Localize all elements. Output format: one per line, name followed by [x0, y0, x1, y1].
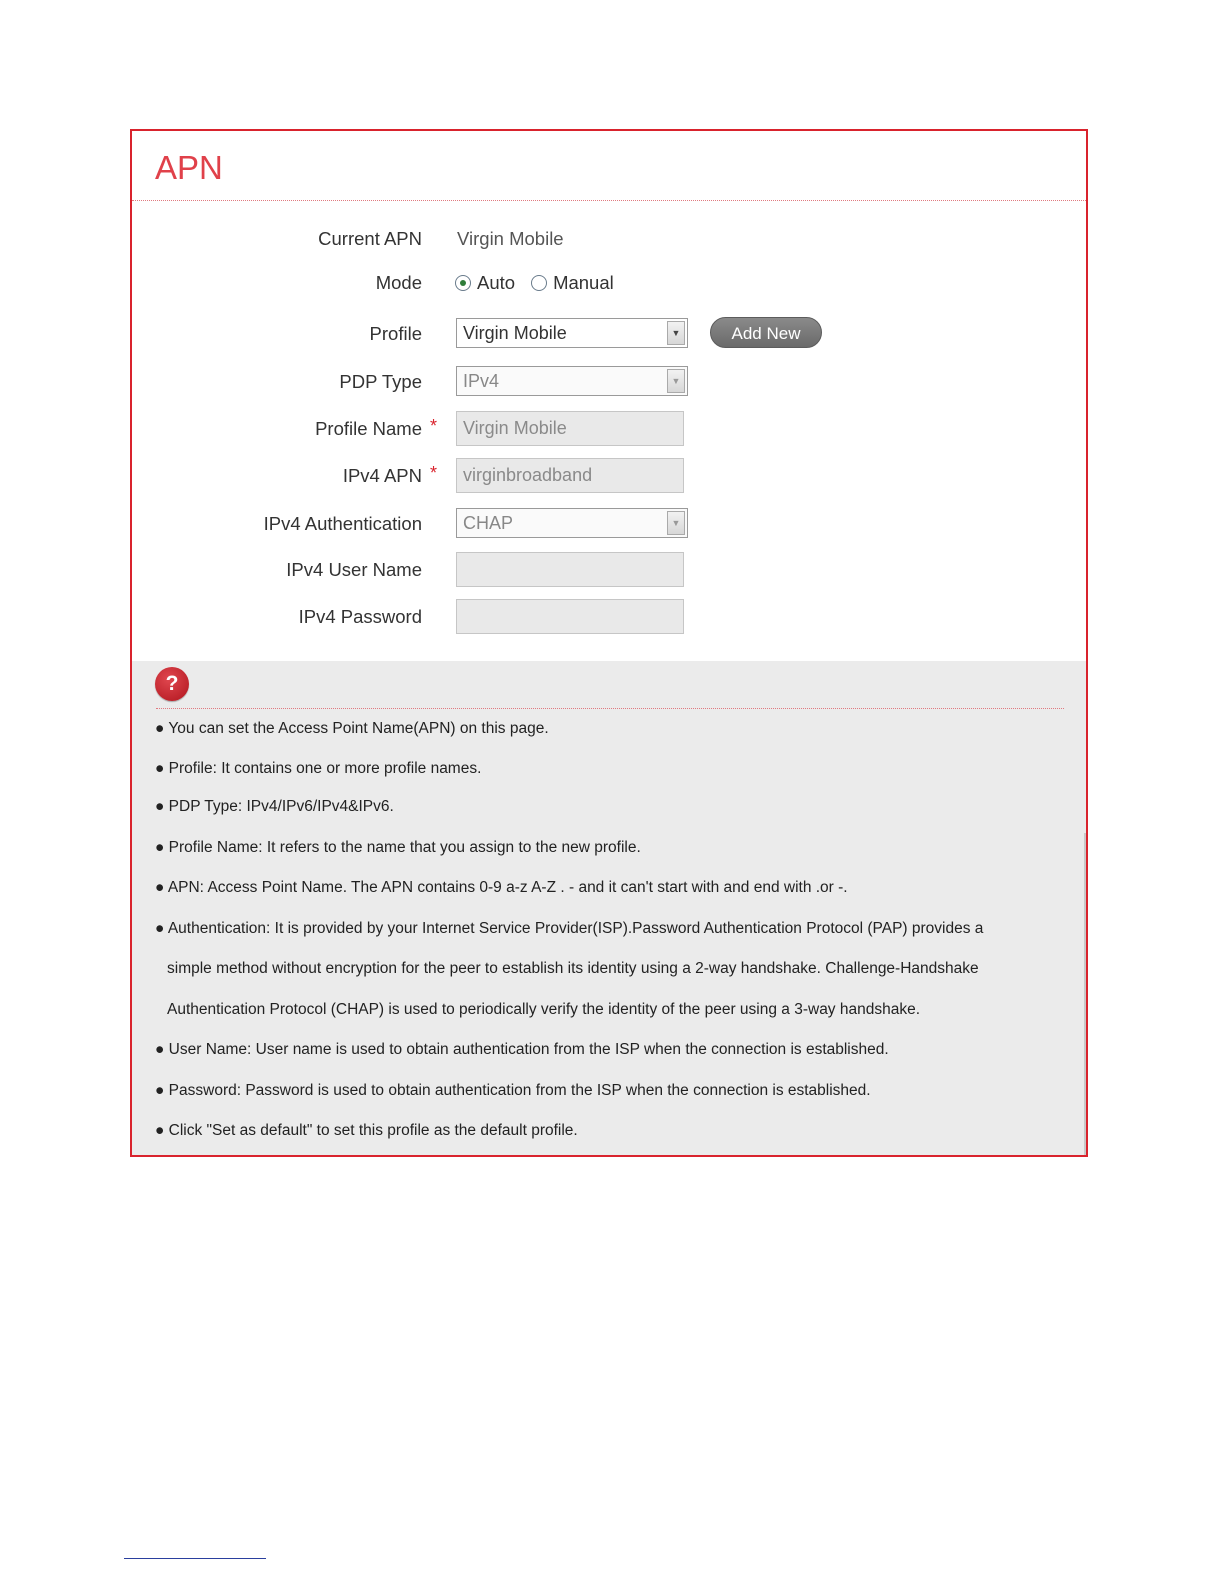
profile-name-label: Profile Name [315, 418, 422, 439]
help-line: ● Profile: It contains one or more profile names. [155, 760, 482, 777]
ipv4-password-input[interactable] [456, 599, 684, 634]
pdp-type-select[interactable] [456, 366, 688, 396]
mode-row [132, 265, 1086, 301]
ipv4-user-label: IPv4 User Name [286, 559, 422, 580]
help-line: Authentication Protocol (CHAP) is used to periodically verify the identity of the peer using a 3-way handshake. [167, 1001, 921, 1018]
current-apn-row [132, 221, 1086, 257]
apn-panel [130, 129, 1088, 1157]
mode-auto-label[interactable]: Auto [477, 272, 516, 293]
profile-row [132, 316, 1086, 352]
ipv4-auth-row [132, 506, 1086, 542]
ipv4-auth-select[interactable] [456, 508, 688, 538]
mode-manual-radio[interactable] [531, 275, 547, 291]
help-section [132, 661, 1086, 1155]
pdp-type-select-value: IPv4 [463, 371, 500, 391]
pdp-type-row [132, 364, 1086, 400]
ipv4-password-row [132, 599, 1086, 635]
help-question-icon: ? [155, 667, 189, 701]
page-title: APN [155, 149, 223, 186]
required-marker: * [430, 463, 438, 483]
help-line: ● You can set the Access Point Name(APN) on this page. [155, 720, 549, 737]
help-divider [156, 708, 1064, 709]
help-line: ● Click "Set as default" to set this profile as the default profile. [155, 1122, 578, 1139]
ipv4-auth-label: IPv4 Authentication [263, 513, 422, 534]
mode-radio-group [455, 265, 630, 301]
mode-label: Mode [375, 272, 422, 293]
help-line: ● Authentication: It is provided by your Internet Service Provider(ISP).Password Authentication Protocol (PAP) provides a [155, 920, 984, 937]
chevron-down-icon[interactable]: ▼ [667, 511, 685, 535]
ipv4-password-label: IPv4 Password [298, 606, 422, 627]
mode-auto-radio[interactable] [455, 275, 471, 291]
current-apn-value: Virgin Mobile [457, 228, 564, 249]
help-line: ● PDP Type: IPv4/IPv6/IPv4&IPv6. [155, 798, 394, 815]
help-line: ● Profile Name: It refers to the name that you assign to the new profile. [155, 839, 641, 856]
profile-name-input[interactable]: Virgin Mobile [456, 411, 684, 446]
help-line: ● User Name: User name is used to obtain authentication from the ISP when the connection is established. [155, 1041, 889, 1058]
help-line: ● APN: Access Point Name. The APN contains 0-9 a-z A-Z . - and it can't start with and end with .or -. [155, 879, 848, 896]
pdp-type-label: PDP Type [339, 371, 422, 392]
ipv4-apn-label: IPv4 APN [342, 465, 422, 486]
ipv4-apn-input[interactable]: virginbroadband [456, 458, 684, 493]
profile-select[interactable] [456, 318, 688, 348]
profile-label: Profile [369, 323, 422, 344]
title-divider [132, 200, 1086, 201]
profile-name-row [132, 411, 1086, 447]
current-apn-label: Current APN [318, 228, 422, 249]
footnote-divider [124, 1558, 266, 1559]
help-line: simple method without encryption for the peer to establish its identity using a 2-way handshake. Challenge-Handshake [167, 960, 979, 977]
add-new-button[interactable]: Add New [710, 317, 822, 348]
mode-manual-label[interactable]: Manual [553, 272, 614, 293]
required-marker: * [430, 416, 438, 436]
help-scroll-edge [1084, 833, 1086, 1155]
ipv4-user-row [132, 552, 1086, 588]
ipv4-apn-row [132, 458, 1086, 494]
radio-selected-dot [460, 280, 466, 286]
chevron-down-icon[interactable]: ▼ [667, 369, 685, 393]
ipv4-user-input[interactable] [456, 552, 684, 587]
profile-select-value: Virgin Mobile [463, 323, 567, 343]
ipv4-auth-select-value: CHAP [463, 513, 514, 533]
chevron-down-icon[interactable]: ▼ [667, 321, 685, 345]
help-line: ● Password: Password is used to obtain authentication from the ISP when the connection is established. [155, 1082, 871, 1099]
